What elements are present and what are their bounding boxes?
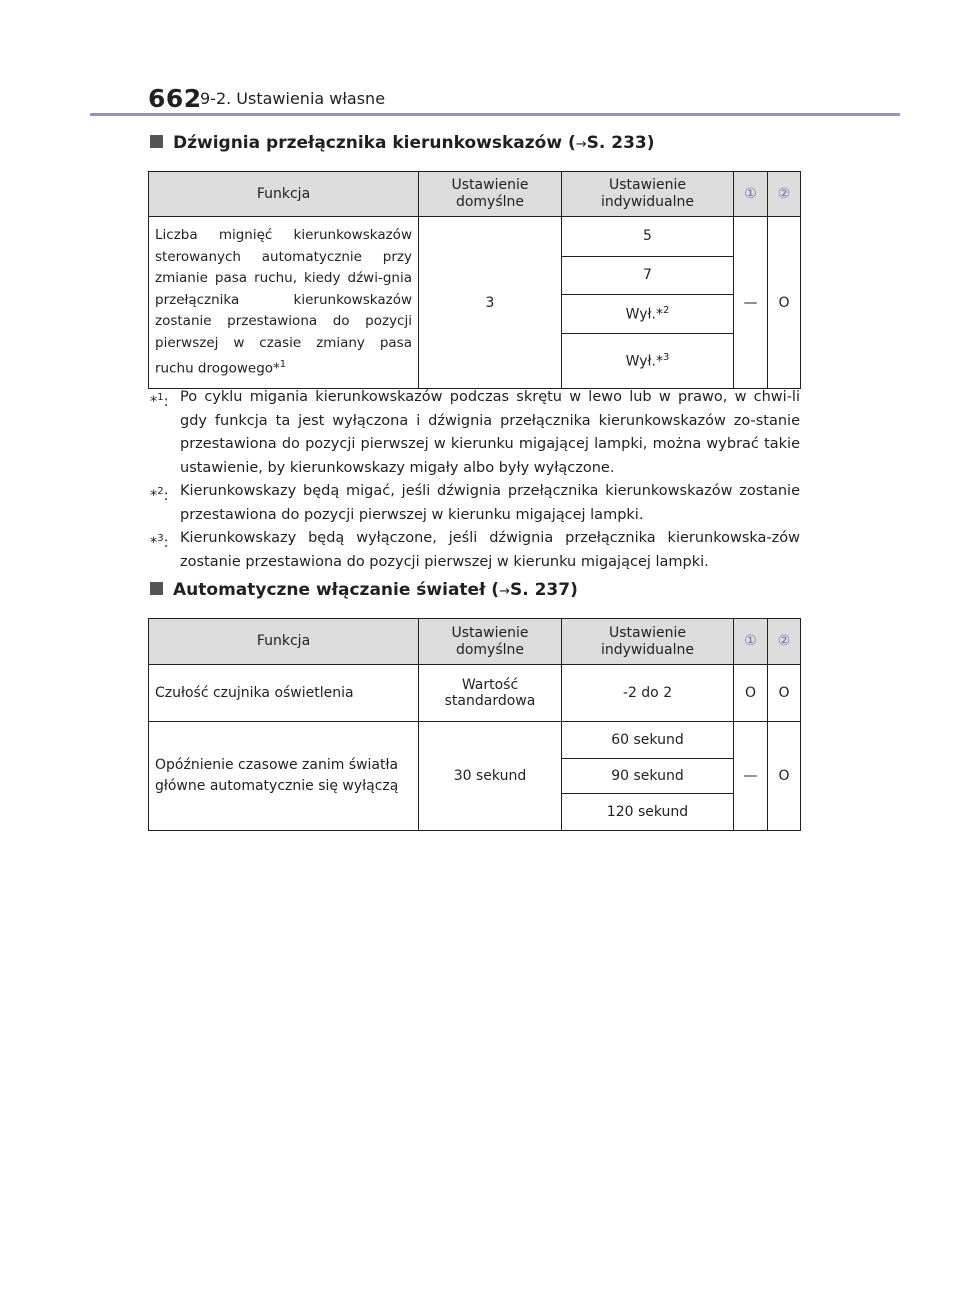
option-value: 120 sekund (562, 794, 734, 831)
arrow-right-icon: → (575, 137, 587, 152)
method-2-mark: O (768, 217, 801, 389)
header-default: Ustawienie domyślne (419, 619, 562, 665)
footnote: *$^1$: Po cyklu migania kierunkowskazów podczas skrętu w lewo lub w prawo, w chwi-li gdy funkcja ta jest wyłączona i dźwignia przełącznika kierunkowskazów zo-stanie przestawiona do pozycji pierwszej w kierunku migającej lampki, można wybrać takie ustawienie, by kierunkowskazy migały albo były wyłączone. (150, 389, 800, 476)
header-method-2: ② (768, 172, 801, 217)
auto-lights-settings-table (148, 618, 801, 831)
page-reference-link[interactable]: S. 233) (586, 133, 655, 153)
page-reference-link[interactable]: S. 237) (509, 580, 578, 600)
method-2-mark: O (768, 665, 801, 722)
footnotes (150, 386, 800, 574)
arrow-right-icon: → (499, 584, 510, 599)
header-function: Funkcja (149, 619, 419, 665)
table-row (149, 722, 801, 759)
default-value: 3 (419, 217, 562, 389)
method-2-mark: O (768, 722, 801, 831)
header-function: Funkcja (149, 172, 419, 217)
table-header-row (149, 619, 801, 665)
square-bullet-icon (150, 135, 163, 148)
header-divider (90, 113, 900, 116)
table-row (149, 217, 801, 257)
page-number: 662 (148, 84, 202, 113)
turn-signal-settings-table (148, 171, 801, 389)
section-title-auto-lights: Automatyczne włączanie świateł (→S. 237) (150, 580, 578, 600)
default-value: 30 sekund (419, 722, 562, 831)
default-value: Wartość standardowa (419, 665, 562, 722)
square-bullet-icon (150, 582, 163, 595)
option-value: 7 (562, 256, 734, 294)
function-description: Czułość czujnika oświetlenia (149, 665, 419, 722)
footnote: *$^2$: Kierunkowskazy będą migać, jeśli dźwignia przełącznika kierunkowskazów zostanie przestawiona do pozycji pierwszej w kierunku migającej lampki. (150, 483, 800, 523)
header-method-2: ② (768, 619, 801, 665)
header-custom: Ustawienie indywidualne (562, 172, 734, 217)
method-1-mark: — (734, 217, 768, 389)
header-method-1: ① (734, 172, 768, 217)
header-default: Ustawienie domyślne (419, 172, 562, 217)
table-header-row (149, 172, 801, 217)
option-value: 5 (562, 217, 734, 257)
chapter-title: 9-2. Ustawienia własne (200, 89, 386, 108)
method-1-mark: — (734, 722, 768, 831)
footnote: *$^3$: Kierunkowskazy będą wyłączone, jeśli dźwignia przełącznika kierunkowska-zów zostanie przestawiona do pozycji pierwszej w kierunku migającej lampki. (150, 530, 800, 570)
section-title-turn-signal: Dźwignia przełącznika kierunkowskazów (→S. 233) (150, 133, 655, 153)
option-value: Wył.*$^3$ (562, 334, 734, 389)
page-header (148, 84, 898, 114)
function-description: Opóźnienie czasowe zanim światła główne automatycznie się wyłączą (149, 722, 419, 831)
option-value: -2 do 2 (562, 665, 734, 722)
header-custom: Ustawienie indywidualne (562, 619, 734, 665)
option-value: 90 sekund (562, 759, 734, 794)
method-1-mark: O (734, 665, 768, 722)
option-value: 60 sekund (562, 722, 734, 759)
table-row (149, 665, 801, 722)
option-value: Wył.*$^2$ (562, 294, 734, 334)
header-method-1: ① (734, 619, 768, 665)
function-description: Liczba mignięć kierunkowskazów sterowanych automatycznie przy zmianie pasa ruchu, kiedy dźwi-gnia przełącznika kierunkowskazów zostanie przestawiona do pozycji pierwszej w czasie zmiany pasa ruchu drogowego*$^1$ (149, 217, 419, 389)
